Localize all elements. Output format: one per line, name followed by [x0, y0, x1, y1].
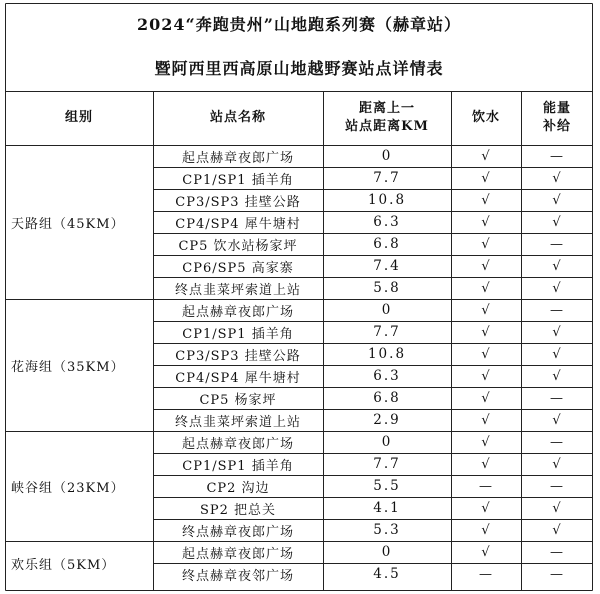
station-name: CP1/SP1 插羊角	[182, 458, 294, 474]
water-mark: √	[481, 280, 491, 296]
group-name: 花海组（35KM）	[11, 359, 125, 375]
station-distance: 6.8	[373, 390, 401, 406]
station-distance: 10.8	[367, 192, 407, 208]
group-name: 峡谷组（23KM）	[11, 480, 125, 496]
water-mark: √	[481, 434, 491, 450]
station-distance: 0	[381, 544, 393, 560]
header-energy	[521, 91, 593, 145]
energy-mark: —	[550, 302, 564, 318]
energy-mark: —	[550, 390, 564, 406]
station-name: 终点韭菜坪索道上站	[174, 282, 301, 298]
station-distance: 0	[381, 434, 393, 450]
station-name: 起点赫章夜郎广场	[181, 304, 294, 320]
water-mark: —	[479, 478, 493, 494]
station-name: CP4/SP4 犀牛塘村	[175, 370, 301, 386]
energy-mark: —	[550, 148, 564, 164]
station-distance: 7.7	[373, 324, 401, 340]
station-name: 起点赫章夜郎广场	[181, 150, 294, 166]
energy-mark: √	[552, 214, 562, 230]
station-distance: 6.3	[373, 214, 401, 230]
water-mark: √	[481, 390, 491, 406]
header-distance-line2: 站点距离KM	[345, 119, 429, 134]
water-mark: √	[481, 192, 491, 208]
water-mark: √	[481, 544, 491, 560]
energy-mark: √	[552, 522, 562, 538]
water-mark: √	[481, 346, 491, 362]
water-mark: √	[481, 500, 491, 516]
station-distance: 4.1	[373, 500, 401, 516]
station-distance: 5.5	[373, 478, 401, 494]
energy-mark: √	[552, 170, 562, 186]
station-distance: 5.3	[373, 522, 401, 538]
energy-mark: √	[552, 346, 562, 362]
water-mark: √	[481, 302, 491, 318]
station-distance: 7.7	[373, 456, 401, 472]
station-name: CP6/SP5 高家寨	[182, 260, 294, 276]
table-title-line1: 2024“奔跑贵州”山地跑系列赛（赫章站）	[137, 14, 461, 34]
station-distance: 6.8	[373, 236, 401, 252]
water-mark: √	[481, 236, 491, 252]
station-name: 终点韭菜坪索道上站	[174, 414, 301, 430]
station-distance: 0	[381, 148, 393, 164]
header-water: 饮水	[471, 110, 500, 125]
water-mark: √	[481, 258, 491, 274]
water-mark: —	[479, 566, 493, 582]
station-distance: 7.7	[373, 170, 401, 186]
energy-mark: —	[550, 434, 564, 450]
group-name: 天路组（45KM）	[11, 216, 125, 232]
station-name: CP1/SP1 插羊角	[182, 172, 294, 188]
table-title-line2: 暨阿西里西高原山地越野赛站点详情表	[154, 58, 444, 78]
station-name: CP5 杨家坪	[199, 392, 277, 408]
header-energy-line2: 补给	[542, 119, 571, 134]
station-distance: 2.9	[373, 412, 401, 428]
station-name: 终点赫章夜郎广场	[181, 524, 294, 540]
water-mark: √	[481, 214, 491, 230]
station-name: CP4/SP4 犀牛塘村	[175, 216, 301, 232]
water-mark: √	[481, 170, 491, 186]
station-distance: 0	[381, 302, 393, 318]
energy-mark: √	[552, 500, 562, 516]
energy-mark: √	[552, 412, 562, 428]
header-energy-line1: 能量	[542, 101, 571, 116]
header-station: 站点名称	[209, 110, 266, 125]
energy-mark: √	[552, 192, 562, 208]
water-mark: √	[481, 412, 491, 428]
header-distance	[323, 91, 451, 145]
group-name: 欢乐组（5KM）	[11, 557, 116, 573]
energy-mark: —	[550, 236, 564, 252]
station-name: CP1/SP1 插羊角	[182, 326, 294, 342]
station-distance: 5.8	[373, 280, 401, 296]
station-name: CP3/SP3 挂壁公路	[175, 348, 301, 364]
water-mark: √	[481, 522, 491, 538]
station-distance: 6.3	[373, 368, 401, 384]
station-details-table	[5, 3, 593, 591]
energy-mark: √	[552, 258, 562, 274]
energy-mark: √	[552, 368, 562, 384]
station-name: 终点赫章夜邻广场	[181, 568, 294, 584]
energy-mark: —	[550, 566, 564, 582]
water-mark: √	[481, 456, 491, 472]
energy-mark: —	[550, 544, 564, 560]
energy-mark: √	[552, 280, 562, 296]
station-distance: 10.8	[367, 346, 407, 362]
station-name: CP2 沟边	[206, 480, 270, 496]
station-name: CP3/SP3 挂壁公路	[175, 194, 301, 210]
header-distance-line1: 距离上一	[358, 101, 415, 116]
water-mark: √	[481, 148, 491, 164]
energy-mark: √	[552, 324, 562, 340]
energy-mark: √	[552, 456, 562, 472]
energy-mark: —	[550, 478, 564, 494]
water-mark: √	[481, 368, 491, 384]
station-name: 起点赫章夜郎广场	[181, 436, 294, 452]
station-name: 起点赫章夜郎广场	[181, 546, 294, 562]
water-mark: √	[481, 324, 491, 340]
station-name: CP5 饮水站杨家坪	[178, 238, 298, 254]
header-group: 组别	[64, 110, 93, 125]
station-distance: 7.4	[373, 258, 401, 274]
station-distance: 4.5	[373, 566, 401, 582]
station-name: SP2 把总关	[199, 502, 277, 518]
